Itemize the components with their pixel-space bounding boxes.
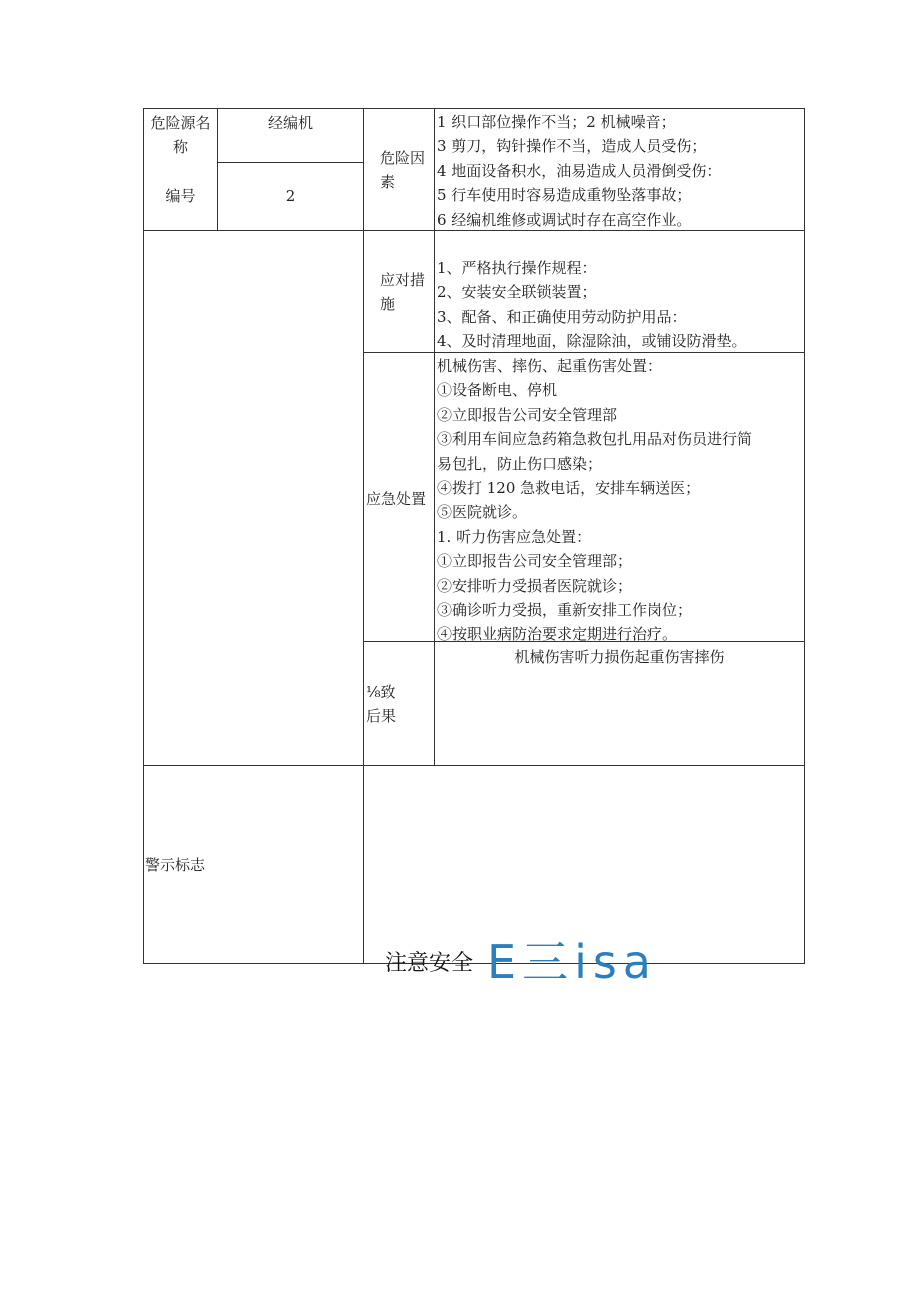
emergency-list	[437, 354, 752, 647]
table-divider	[217, 162, 363, 163]
table-border-right	[804, 108, 805, 964]
list-item: 1. 听力伤害应急处置：	[437, 527, 592, 546]
list-item: 4 地面设备积水，油易造成人员滑倒受伤：	[437, 161, 722, 180]
list-item: 6 经编机维修或调试时存在高空作业。	[437, 210, 692, 229]
consequences-label	[366, 680, 396, 729]
list-item: 2、安装安全联锁装置；	[437, 283, 597, 302]
risk-factors-label: 危险因素	[380, 149, 426, 192]
consequences-value: 机械伤害听力损伤起重伤害摔伤	[514, 648, 725, 666]
list-item: 1、严格执行操作规程：	[437, 259, 597, 277]
list-item: ②安排听力受损者医院就诊；	[437, 576, 633, 595]
hazard-name-value: 经编机	[267, 114, 313, 132]
countermeasures-label: 应对措施	[380, 271, 426, 314]
list-item: ①设备断电、停机	[437, 381, 558, 400]
countermeasures-list	[437, 256, 747, 354]
risk-factors-list	[437, 110, 721, 232]
list-item: 3、配备、和正确使用劳动防护用品：	[437, 307, 687, 326]
list-item: 5 行车使用时容易造成重物坠落事故；	[437, 186, 692, 205]
list-item: 易包扎，防止伤口感染；	[437, 454, 603, 473]
consequences-label-line: ⅛致	[366, 683, 396, 701]
list-item: ②立即报告公司安全管理部	[437, 405, 618, 424]
hazard-name-label: 危险源名称	[150, 114, 211, 157]
list-item: 1 织口部位操作不当；2 机械噪音；	[437, 113, 676, 131]
warning-sign-text: 注意安全	[385, 951, 474, 976]
list-item: ③确诊听力受损，重新安排工作岗位；	[437, 601, 693, 620]
emergency-label: 应急处置	[366, 490, 427, 508]
list-item: ④按职业病防治要求定期进行治疗。	[437, 625, 678, 644]
list-item: ③利用车间应急药箱急救包扎用品对伤员进行简	[437, 430, 753, 449]
consequences-label-line: 后果	[366, 707, 397, 726]
list-item: 4、及时清理地面，除湿除油，或铺设防滑垫。	[437, 332, 747, 351]
warning-sign-image	[365, 930, 803, 989]
warning-label: 警示标志	[145, 856, 206, 874]
list-item: 3 剪刀，钩针操作不当，造成人员受伤；	[437, 137, 707, 156]
table-divider	[363, 108, 364, 964]
table-divider	[143, 765, 805, 766]
table-border-top	[143, 108, 805, 109]
number-value: 2	[285, 187, 296, 205]
warning-sign-word: E三isa	[487, 935, 657, 989]
list-item: ⑤医院就诊。	[437, 503, 528, 522]
table-border-bottom	[143, 963, 805, 964]
table-border-left	[143, 108, 144, 964]
list-item: ④拨打 120 急救电话，安排车辆送医；	[437, 479, 701, 498]
number-label: 编号	[165, 187, 196, 205]
list-item: ①立即报告公司安全管理部；	[437, 552, 633, 571]
list-item: 机械伤害、摔伤、起重伤害处置：	[437, 357, 663, 375]
